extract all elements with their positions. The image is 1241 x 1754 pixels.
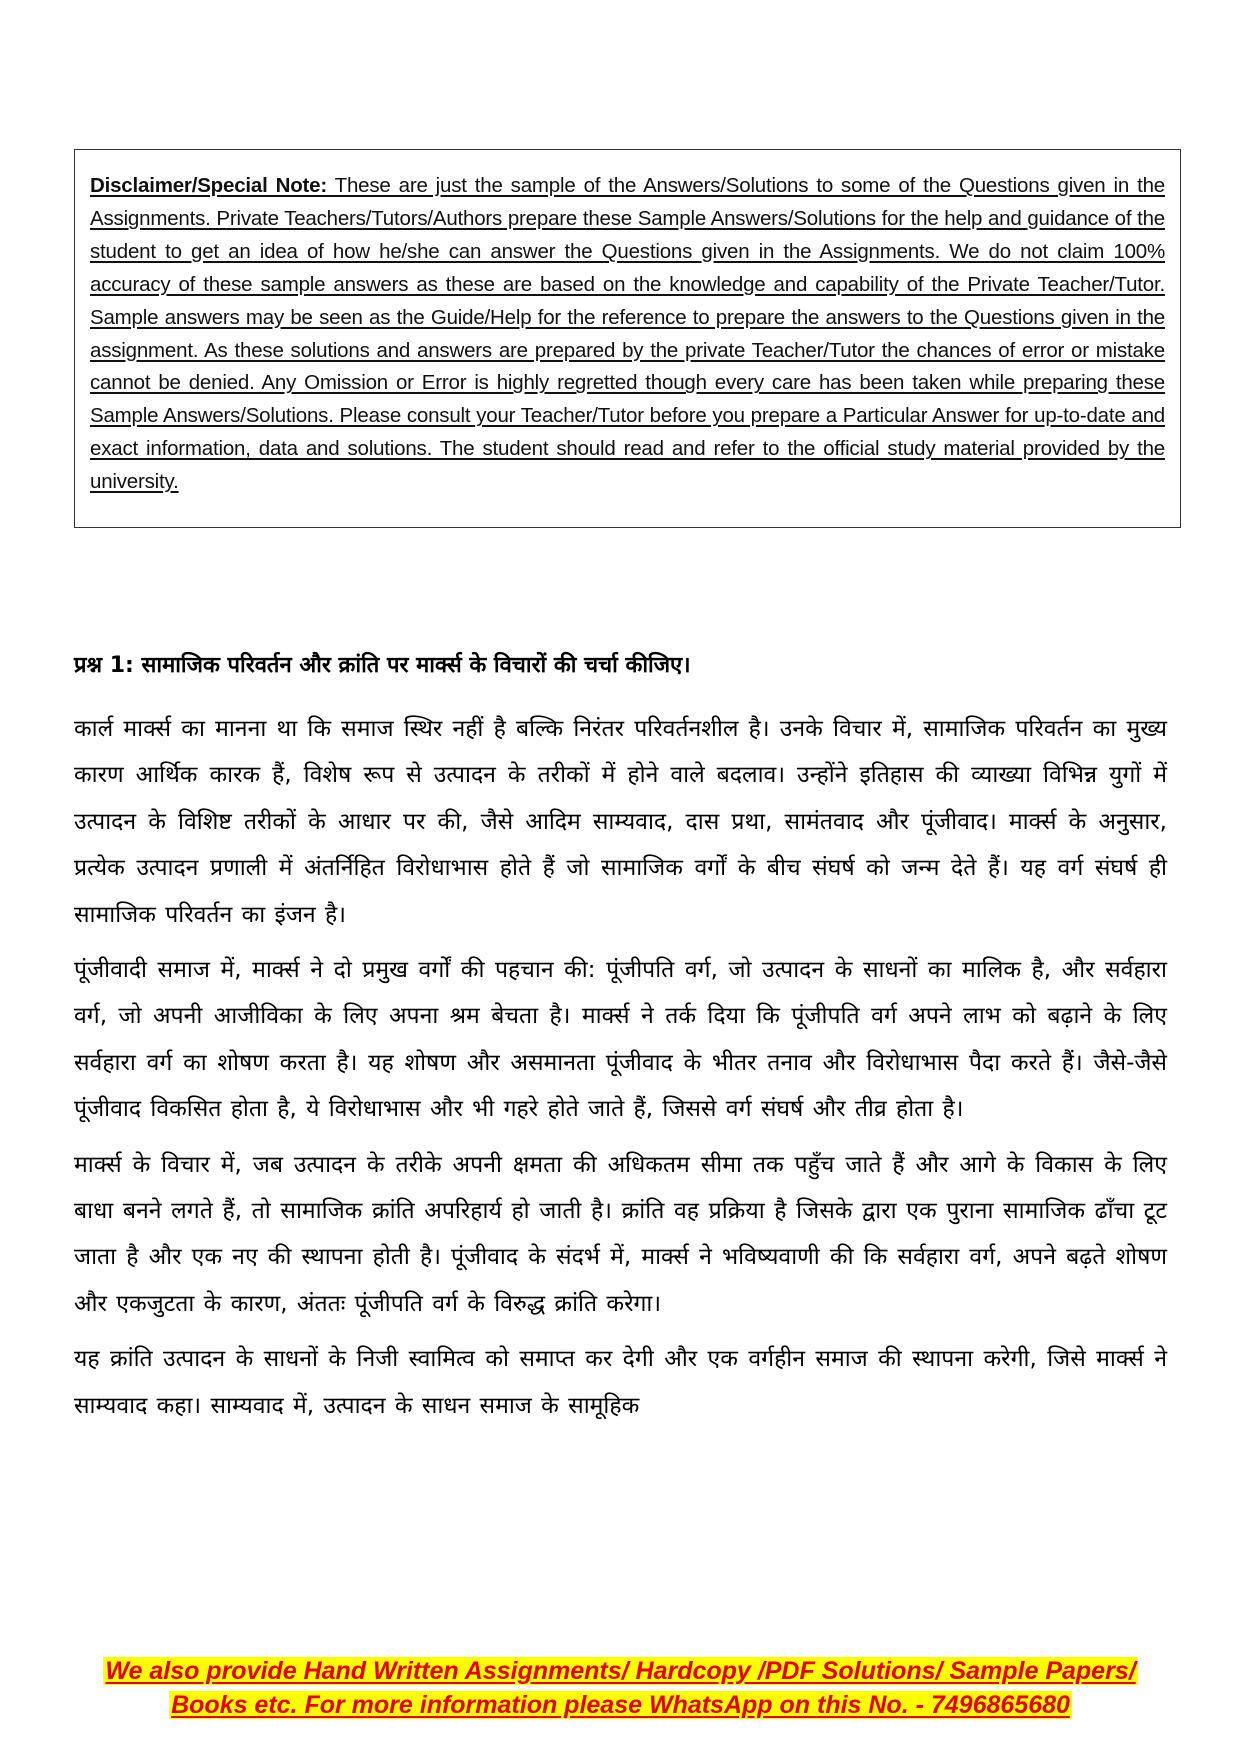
disclaimer-body: These are just the sample of the Answers/Solutions to some of the Questions given in the Assignments. Private Teachers/Tutors/Authors prepare these Sample Answers/Solutions for the help and guidance of the student to get an idea of how he/she can answer the Questions given in the Assignments. We do not claim 100% accuracy of these sample answers as these are based on the knowledge and capability of the Private Teacher/Tutor. Sample answers may be seen as the Guide/Help for the reference to prepare the answers to the Questions given in the assignment. As these solutions and answers are prepared by the private Teacher/Tutor the chances of error or mistake cannot be denied. Any Omission or Error is highly regretted though every care has been taken while preparing these Sample Answers/Solutions. Please consult your Teacher/Tutor before you prepare a Particular Answer for up-to-date and exact information, data and solutions. The student should read and refer to the official study material provided by the university.: [90, 174, 1165, 494]
disclaimer-text: [90, 170, 1165, 499]
promo-line-1: We also provide Hand Written Assignments/ Hardcopy /PDF Solutions/ Sample Papers/: [105, 1657, 1136, 1685]
answer-paragraph-4: यह क्रांति उत्पादन के साधनों के निजी स्वामित्व को समाप्त कर देगी और एक वर्गहीन समाज की स्थापना करेगी, जिसे मार्क्स ने साम्यवाद कहा। साम्यवाद में, उत्पादन के साधन समाज के सामूहिक: [74, 1346, 1167, 1419]
disclaimer-label: Disclaimer/Special Note:: [90, 174, 327, 197]
disclaimer-box: [74, 149, 1181, 528]
answer-paragraph-1: कार्ल मार्क्स का मानना था कि समाज स्थिर नहीं है बल्कि निरंतर परिवर्तनशील है। उनके विचार में, सामाजिक परिवर्तन का मुख्य कारण आर्थिक कारक हैं, विशेष रूप से उत्पादन के तरीकों में होने वाले बदलाव। उन्होंने इतिहास की व्याख्या विभिन्न युगों में उत्पादन के विशिष्ट तरीकों के आधार पर की, जैसे आदिम साम्यवाद, दास प्रथा, सामंतवाद और पूंजीवाद। मार्क्स के अनुसार, प्रत्येक उत्पादन प्रणाली में अंतर्निहित विरोधाभास होते हैं जो सामाजिक वर्गों के बीच संघर्ष को जन्म देते हैं। यह वर्ग संघर्ष ही सामाजिक परिवर्तन का इंजन है।: [74, 716, 1167, 928]
answer-body: [74, 706, 1167, 1438]
answer-paragraph-3: मार्क्स के विचार में, जब उत्पादन के तरीके अपनी क्षमता की अधिकतम सीमा तक पहुँच जाते हैं और आगे के विकास के लिए बाधा बनने लगते हैं, तो सामाजिक क्रांति अपरिहार्य हो जाती है। क्रांति वह प्रक्रिया है जिसके द्वारा एक पुराना सामाजिक ढाँचा टूट जाता है और एक नए की स्थापना होती है। पूंजीवाद के संदर्भ में, मार्क्स ने भविष्यवाणी की कि सर्वहारा वर्ग, अपने बढ़ते शोषण और एकजुटता के कारण, अंततः पूंजीपति वर्ग के विरुद्ध क्रांति करेगा।: [74, 1151, 1167, 1317]
promo-footer: [0, 1654, 1241, 1722]
question-heading: प्रश्न 1: सामाजिक परिवर्तन और क्रांति पर मार्क्स के विचारों की चर्चा कीजिए।: [74, 653, 691, 678]
promo-line-2: Books etc. For more information please WhatsApp on this No. - 7496865680: [171, 1691, 1070, 1719]
answer-paragraph-2: पूंजीवादी समाज में, मार्क्स ने दो प्रमुख वर्गों की पहचान की: पूंजीपति वर्ग, जो उत्पादन के साधनों का मालिक है, और सर्वहारा वर्ग, जो अपनी आजीविका के लिए अपना श्रम बेचता है। मार्क्स ने तर्क दिया कि पूंजीपति वर्ग अपने लाभ को बढ़ाने के लिए सर्वहारा वर्ग का शोषण करता है। यह शोषण और असमानता पूंजीवाद के भीतर तनाव और विरोधाभास पैदा करते हैं। जैसे-जैसे पूंजीवाद विकसित होता है, ये विरोधाभास और भी गहरे होते जाते हैं, जिससे वर्ग संघर्ष और तीव्र होता है।: [74, 957, 1167, 1123]
